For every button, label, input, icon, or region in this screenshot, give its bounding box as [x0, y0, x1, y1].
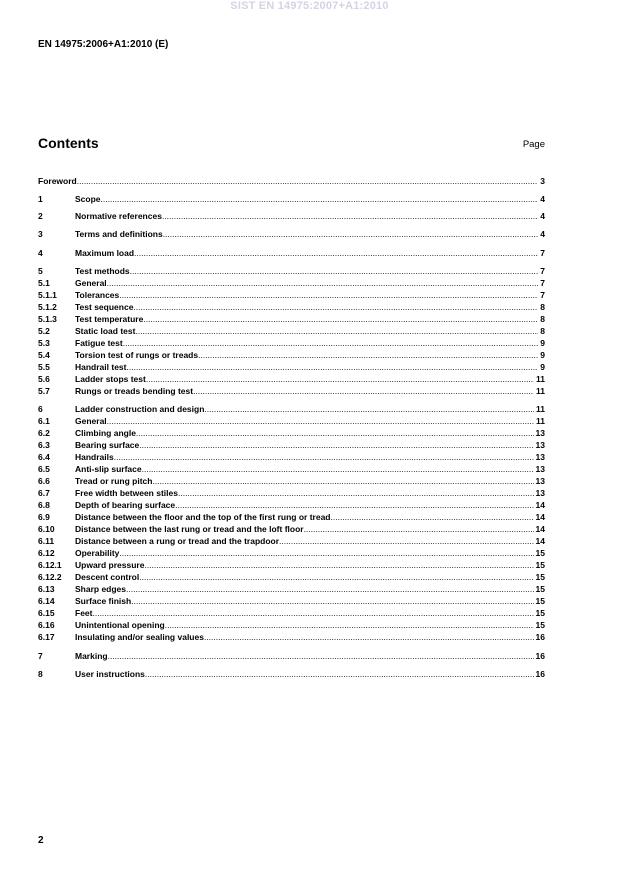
toc-entry-number: 5.6: [38, 374, 50, 384]
toc-entry[interactable]: [38, 572, 545, 583]
toc-entry-title: Climbing angle: [75, 428, 136, 438]
toc-entry-page: 15: [535, 560, 545, 570]
toc-entry-title: Free width between stiles: [75, 488, 178, 498]
toc-entry-page: 7: [540, 248, 545, 258]
toc-entry[interactable]: [38, 338, 545, 349]
toc-entry-number: 7: [38, 651, 43, 661]
toc-entry[interactable]: [38, 248, 545, 259]
toc-leader-dots: [134, 248, 538, 259]
toc-entry-title: Upward pressure: [75, 560, 145, 570]
toc-leader-dots: [135, 326, 538, 337]
toc-entry-title: Test sequence: [75, 302, 134, 312]
toc-leader-dots: [136, 428, 534, 439]
toc-entry-page: 8: [540, 302, 545, 312]
toc-entry-page: 15: [535, 608, 545, 618]
toc-leader-dots: [143, 314, 538, 325]
toc-leader-dots: [331, 512, 534, 523]
toc-entry-page: 14: [535, 500, 545, 510]
toc-entry-title: Sharp edges: [75, 584, 127, 594]
toc-entry-title: Distance between a rung or tread and the trapdoor: [75, 536, 280, 546]
toc-entry-title: Bearing surface: [75, 440, 140, 450]
toc-entry[interactable]: [38, 314, 545, 325]
toc-leader-dots: [107, 416, 534, 427]
toc-entry-number: 6.9: [38, 512, 50, 522]
toc-entry-page: 4: [540, 229, 545, 239]
toc-entry-title: Scope: [75, 194, 101, 204]
toc-entry-number: 6.4: [38, 452, 50, 462]
toc-entry-page: 15: [535, 548, 545, 558]
toc-entry-title: Ladder construction and design: [75, 404, 205, 414]
toc-leader-dots: [119, 290, 538, 301]
toc-entry[interactable]: [38, 464, 545, 475]
toc-entry-page: 15: [535, 620, 545, 630]
toc-entry-title: Surface finish: [75, 596, 132, 606]
toc-entry-number: 6.17: [38, 632, 55, 642]
toc-leader-dots: [162, 211, 538, 222]
toc-leader-dots: [146, 374, 534, 385]
toc-leader-dots: [163, 229, 539, 240]
toc-entry-title: Marking: [75, 651, 108, 661]
toc-leader-dots: [279, 536, 533, 547]
toc-entry-page: 9: [540, 338, 545, 348]
toc-entry[interactable]: [38, 488, 545, 499]
watermark: SIST EN 14975:2007+A1:2010: [230, 0, 389, 12]
toc-entry[interactable]: [38, 500, 545, 511]
page-column-label: Page: [522, 139, 545, 150]
toc-leader-dots: [127, 362, 539, 373]
toc-entry-page: 11: [536, 416, 545, 426]
toc-entry-number: 6.3: [38, 440, 50, 450]
toc-entry[interactable]: [38, 211, 545, 222]
toc-entry-title: Normative references: [75, 211, 162, 221]
toc-leader-dots: [204, 632, 534, 643]
toc-leader-dots: [175, 500, 533, 511]
toc-leader-dots: [126, 584, 534, 595]
toc-leader-dots: [139, 572, 533, 583]
toc-entry[interactable]: [38, 608, 545, 619]
toc-entry-page: 11: [536, 404, 545, 414]
toc-leader-dots: [133, 302, 538, 313]
toc-leader-dots: [144, 560, 533, 571]
toc-entry-number: 5.5: [38, 362, 50, 372]
toc-entry[interactable]: [38, 290, 545, 301]
toc-entry-page: 15: [535, 596, 545, 606]
toc-entry-number: 6.8: [38, 500, 50, 510]
toc-leader-dots: [107, 278, 539, 289]
toc-entry[interactable]: [38, 452, 545, 463]
toc-leader-dots: [119, 548, 533, 559]
toc-entry-page: 3: [540, 176, 545, 186]
toc-entry-number: 6.16: [38, 620, 55, 630]
toc-entry-number: 5.1.1: [38, 290, 57, 300]
toc-entry-number: 6.11: [38, 536, 55, 546]
toc-entry-page: 15: [535, 584, 545, 594]
toc-entry-number: 4: [38, 248, 43, 258]
toc-leader-dots: [131, 596, 533, 607]
toc-entry[interactable]: [38, 416, 545, 427]
toc-entry-title: Tolerances: [75, 290, 120, 300]
toc-entry-number: 6.12.2: [38, 572, 62, 582]
toc-entry[interactable]: [38, 374, 545, 385]
toc-entry-page: 11: [536, 386, 545, 396]
toc-entry-title: Depth of bearing surface: [75, 500, 176, 510]
toc-entry-title: Tread or rung pitch: [75, 476, 153, 486]
toc-leader-dots: [77, 176, 539, 187]
toc-entry[interactable]: [38, 524, 545, 535]
toc-entry-title: Foreword: [38, 176, 77, 186]
toc-entry-page: 7: [540, 278, 545, 288]
toc-entry[interactable]: [38, 302, 545, 313]
toc-entry-title: Test temperature: [75, 314, 144, 324]
toc-entry[interactable]: [38, 536, 545, 547]
toc-entry-title: Rungs or treads bending test: [75, 386, 194, 396]
toc-entry[interactable]: [38, 350, 545, 361]
toc-leader-dots: [165, 620, 534, 631]
toc-entry-number: 5.4: [38, 350, 50, 360]
toc-entry-number: 1: [38, 194, 43, 204]
toc-entry-number: 6: [38, 404, 43, 414]
toc-entry[interactable]: [38, 278, 545, 289]
toc-entry-number: 5.1: [38, 278, 50, 288]
toc-entry[interactable]: [38, 266, 545, 277]
toc-entry-number: 6.7: [38, 488, 50, 498]
toc-entry[interactable]: [38, 176, 545, 187]
toc-entry-page: 14: [535, 536, 545, 546]
toc-leader-dots: [198, 350, 538, 361]
toc-entry-page: 16: [535, 632, 545, 642]
toc-leader-dots: [123, 338, 539, 349]
toc-entry-number: 5.1.3: [38, 314, 57, 324]
toc-leader-dots: [130, 266, 539, 277]
toc-leader-dots: [178, 488, 534, 499]
toc-entry-number: 6.1: [38, 416, 50, 426]
toc-entry-title: Anti-slip surface: [75, 464, 142, 474]
toc-entry[interactable]: [38, 229, 545, 240]
toc-entry-title: Descent control: [75, 572, 140, 582]
document-header: EN 14975:2006+A1:2010 (E): [38, 39, 169, 50]
toc-entry-page: 13: [535, 428, 545, 438]
page-title: Contents: [38, 135, 99, 151]
toc-entry-page: 16: [535, 651, 545, 661]
toc-entry[interactable]: [38, 362, 545, 373]
toc-entry[interactable]: [38, 512, 545, 523]
toc-leader-dots: [304, 524, 534, 535]
toc-entry-page: 14: [535, 524, 545, 534]
toc-entry-page: 13: [535, 488, 545, 498]
toc-leader-dots: [139, 440, 533, 451]
toc-entry[interactable]: [38, 632, 545, 643]
toc-entry-title: Handrails: [75, 452, 114, 462]
toc-entry-title: Feet: [75, 608, 93, 618]
toc-leader-dots: [145, 669, 534, 680]
toc-entry-title: Operability: [75, 548, 120, 558]
toc-entry-title: Maximum load: [75, 248, 135, 258]
toc-entry[interactable]: [38, 596, 545, 607]
toc-entry-title: Handrail test: [75, 362, 127, 372]
toc-entry-number: 5.7: [38, 386, 50, 396]
toc-entry-page: 13: [535, 464, 545, 474]
toc-entry[interactable]: [38, 386, 545, 397]
toc-entry-number: 6.6: [38, 476, 50, 486]
toc-leader-dots: [193, 386, 534, 397]
toc-entry-number: 5: [38, 266, 43, 276]
toc-entry[interactable]: [38, 440, 545, 451]
toc-entry-page: 15: [535, 572, 545, 582]
toc-leader-dots: [92, 608, 533, 619]
toc-entry-page: 9: [540, 362, 545, 372]
toc-entry-page: 8: [540, 326, 545, 336]
toc-entry[interactable]: [38, 404, 545, 415]
toc-leader-dots: [204, 404, 534, 415]
toc-entry-page: 14: [535, 512, 545, 522]
toc-entry-number: 6.2: [38, 428, 50, 438]
toc-entry[interactable]: [38, 651, 545, 662]
toc-leader-dots: [152, 476, 533, 487]
toc-entry-title: General: [75, 278, 107, 288]
toc-entry-number: 6.12: [38, 548, 55, 558]
toc-entry[interactable]: [38, 476, 545, 487]
toc-entry-page: 4: [540, 211, 545, 221]
toc-entry[interactable]: [38, 194, 545, 205]
toc-entry-title: Terms and definitions: [75, 229, 163, 239]
toc-entry-number: 6.12.1: [38, 560, 62, 570]
toc-entry-number: 6.15: [38, 608, 55, 618]
toc-entry[interactable]: [38, 620, 545, 631]
toc-entry-page: 16: [535, 669, 545, 679]
toc-entry-page: 13: [535, 440, 545, 450]
toc-entry-number: 5.1.2: [38, 302, 57, 312]
toc-leader-dots: [142, 464, 534, 475]
toc-entry-number: 6.14: [38, 596, 55, 606]
toc-leader-dots: [114, 452, 534, 463]
toc-entry-page: 13: [535, 452, 545, 462]
toc-entry[interactable]: [38, 560, 545, 571]
toc-entry-title: Distance between the last rung or tread and the loft floor: [75, 524, 304, 534]
toc-entry[interactable]: [38, 548, 545, 559]
toc-entry[interactable]: [38, 669, 545, 680]
toc-entry-number: 6.10: [38, 524, 55, 534]
toc-entry-number: 8: [38, 669, 43, 679]
toc-entry-page: 4: [540, 194, 545, 204]
toc-entry-title: Distance between the floor and the top of the first rung or tread: [75, 512, 331, 522]
toc-entry-title: Static load test: [75, 326, 136, 336]
toc-entry[interactable]: [38, 326, 545, 337]
toc-entry-title: User instructions: [75, 669, 145, 679]
page-number: 2: [38, 835, 44, 846]
toc-entry-title: Torsion test of rungs or treads: [75, 350, 199, 360]
toc-entry-page: 8: [540, 314, 545, 324]
toc-entry-title: Insulating and/or sealing values: [75, 632, 204, 642]
toc-entry-number: 6.13: [38, 584, 55, 594]
toc-entry-title: General: [75, 416, 107, 426]
toc-entry-title: Fatigue test: [75, 338, 123, 348]
toc-entry-number: 3: [38, 229, 43, 239]
toc-entry-title: Test methods: [75, 266, 130, 276]
toc-entry-number: 6.5: [38, 464, 50, 474]
toc-entry-title: Unintentional opening: [75, 620, 165, 630]
toc-entry-title: Ladder stops test: [75, 374, 146, 384]
toc-entry-page: 13: [535, 476, 545, 486]
toc-entry[interactable]: [38, 428, 545, 439]
toc-entry-number: 5.2: [38, 326, 50, 336]
toc-leader-dots: [101, 194, 539, 205]
toc-entry-page: 9: [540, 350, 545, 360]
toc-entry-number: 5.3: [38, 338, 50, 348]
toc-entry-page: 11: [536, 374, 545, 384]
toc-leader-dots: [108, 651, 534, 662]
toc-entry-number: 2: [38, 211, 43, 221]
toc-entry[interactable]: [38, 584, 545, 595]
toc-entry-page: 7: [540, 290, 545, 300]
toc-entry-page: 7: [540, 266, 545, 276]
